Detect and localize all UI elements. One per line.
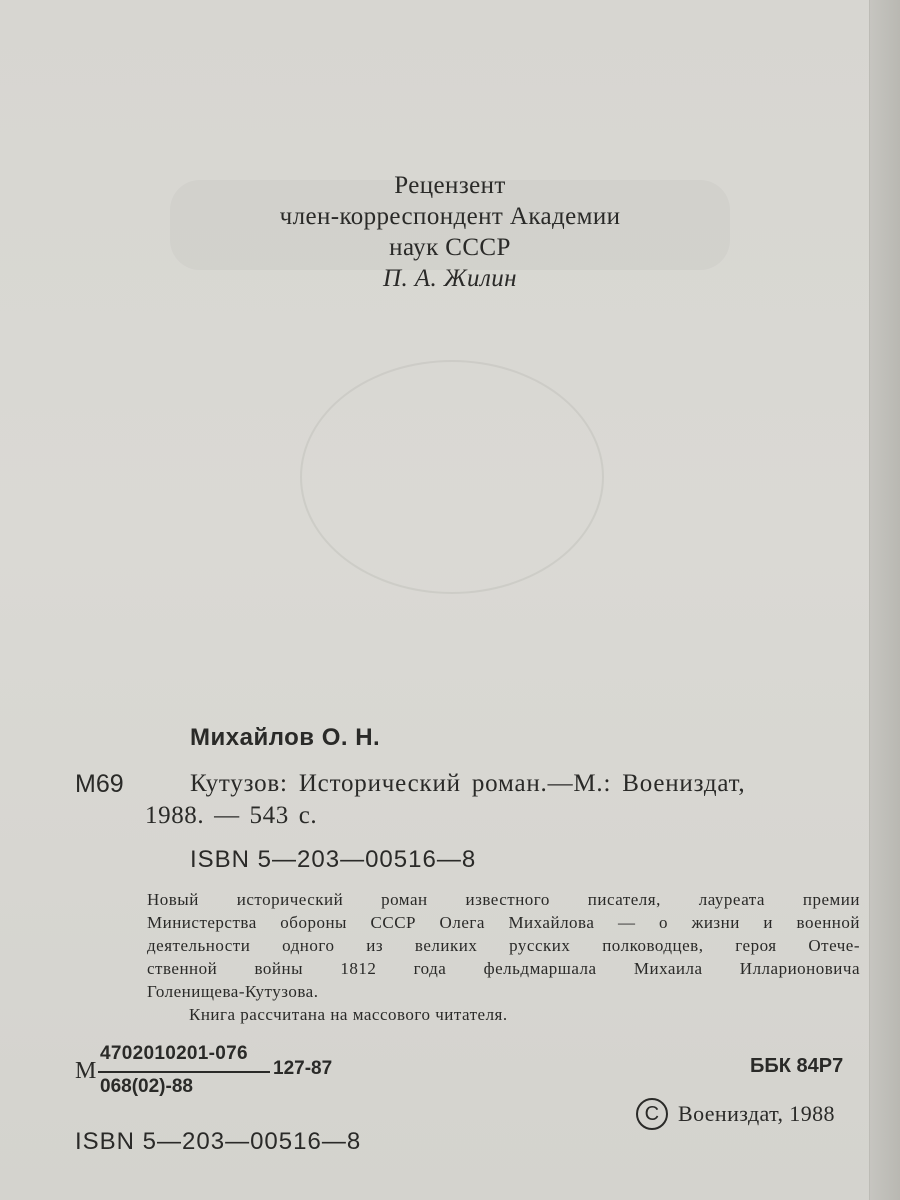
annotation-line: Новый исторический роман известного писателя, лауреата премии — [147, 890, 860, 909]
imprint-numerator: 4702010201-076 — [100, 1043, 248, 1064]
copyright-icon: C — [636, 1098, 668, 1130]
imprint-fraction-bar — [98, 1071, 270, 1073]
imprint-suffix: 127-87 — [273, 1058, 333, 1079]
show-through-emblem — [300, 360, 604, 594]
reviewer-academy: наук СССР — [389, 234, 511, 261]
catalog-isbn: ISBN 5—203—00516—8 — [190, 846, 477, 873]
copyright-text: Воениздат, 1988 — [678, 1101, 835, 1126]
annotation-note: Книга рассчитана на массового читателя. — [189, 1005, 508, 1024]
imprint-isbn: ISBN 5—203—00516—8 — [75, 1128, 362, 1155]
reviewer-heading: Рецензент — [394, 172, 506, 199]
catalog-year-pages: 1988. — 543 с. — [145, 802, 318, 829]
annotation-line: Министерства обороны СССР Олега Михайлова — о жизни и военной — [147, 913, 860, 932]
annotation-line: ственной войны 1812 года фельдмаршала Михаила Илларионовича — [147, 959, 860, 978]
annotation-line: деятельности одного из великих русских полководцев, героя Отече- — [147, 936, 860, 955]
catalog-author: Михайлов О. Н. — [190, 724, 381, 751]
bbk-code: ББК 84Р7 — [750, 1055, 844, 1077]
imprint-prefix: М — [75, 1058, 97, 1084]
catalog-shelf-code: М69 — [75, 770, 124, 798]
annotation-last-line: Голенищева-Кутузова. — [147, 982, 319, 1001]
reviewer-name: П. А. Жилин — [383, 265, 517, 292]
catalog-title: Кутузов: Исторический роман.—М.: Воениздат, — [190, 770, 746, 797]
page-edge — [869, 0, 900, 1200]
reviewer-block — [180, 170, 720, 294]
imprint-denominator: 068(02)-88 — [100, 1076, 193, 1097]
copyright-line — [636, 1098, 835, 1130]
annotation — [147, 888, 860, 1026]
reviewer-title: член-корреспондент Академии — [279, 203, 621, 230]
